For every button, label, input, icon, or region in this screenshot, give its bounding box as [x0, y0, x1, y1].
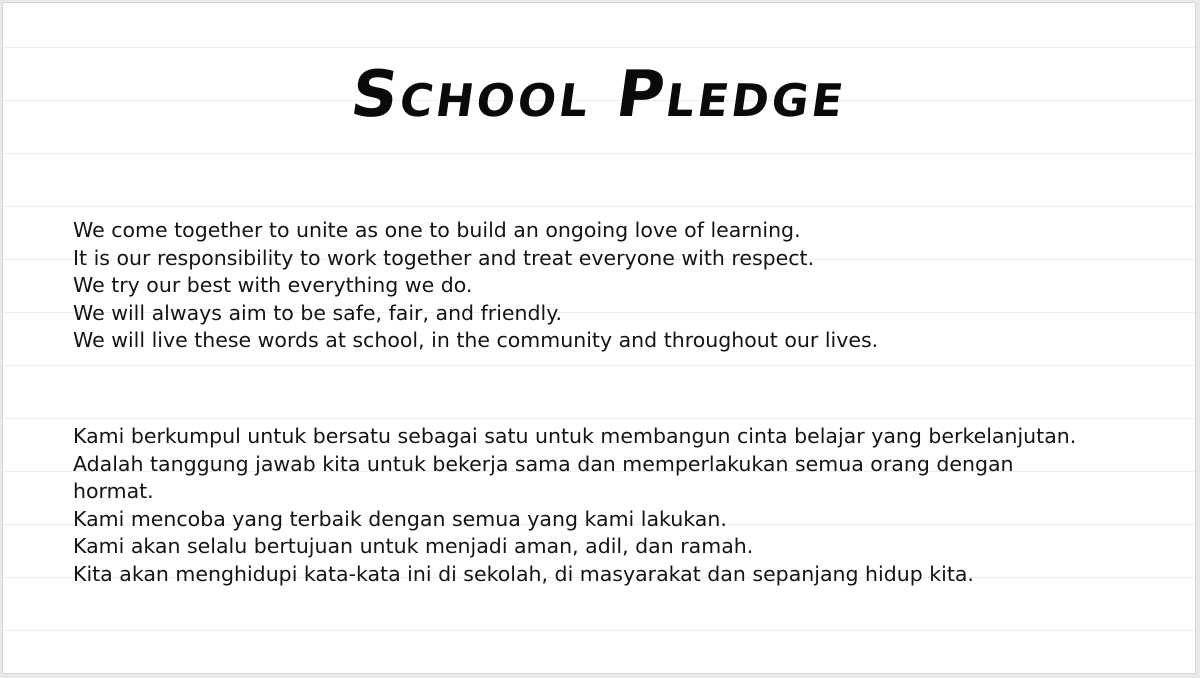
pledge-line: Kita akan menghidupi kata-kata ini di sekolah, di masyarakat dan sepanjang hidup kita.: [73, 561, 974, 586]
pledge-line: Kami mencoba yang terbaik dengan semua yang kami lakukan.: [73, 506, 727, 531]
pledge-line: We try our best with everything we do.: [73, 273, 473, 298]
pledge-line: Kami akan selalu bertujuan untuk menjadi aman, adil, dan ramah.: [73, 534, 754, 559]
page-title: School Pledge: [346, 58, 852, 132]
pledge-line: Kami berkumpul untuk bersatu sebagai satu untuk membangun cinta belajar yang berkelanjutan.: [73, 424, 1077, 448]
pledge-line: Adalah tanggung jawab kita untuk bekerja sama dan memperlakukan semua orang dengan hormat.: [73, 451, 1014, 504]
pledge-line: We will live these words at school, in the community and throughout our lives.: [73, 328, 879, 353]
english-pledge: [73, 217, 1153, 355]
pledge-line: We come together to unite as one to build an ongoing love of learning.: [73, 218, 801, 242]
pledge-line: It is our responsibility to work together and treat everyone with respect.: [73, 245, 815, 270]
slide-canvas: [2, 2, 1196, 674]
indonesian-pledge: [73, 423, 1083, 589]
pledge-line: We will always aim to be safe, fair, and friendly.: [73, 300, 562, 325]
